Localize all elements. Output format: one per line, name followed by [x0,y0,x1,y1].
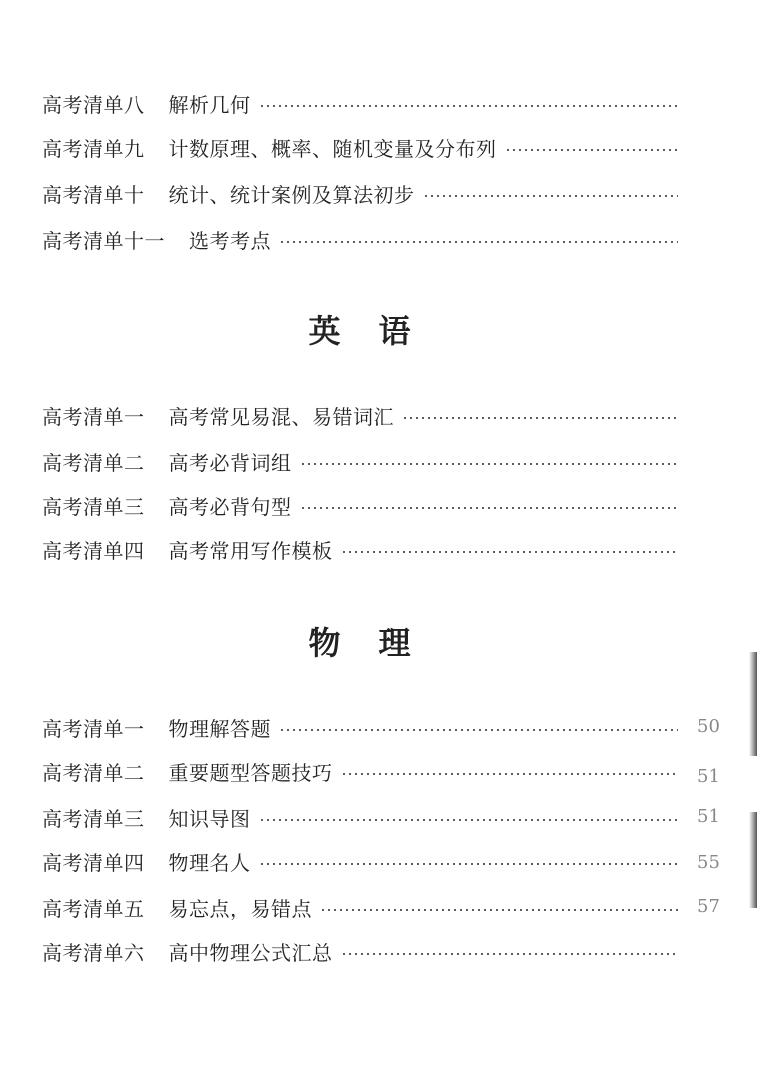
leader-dots [300,463,679,465]
toc-entry-label: 高考清单八 [42,92,145,117]
toc-entry-title: 统计、统计案例及算法初步 [168,182,415,207]
toc-entry-title: 计数原理、概率、随机变量及分布列 [168,136,497,161]
toc-entry-title: 高考必背句型 [168,494,292,519]
toc-entry-label: 高考清单十 [42,182,145,207]
toc-entry-label: 高考清单二 [42,760,145,785]
toc-entry[interactable] [42,802,682,832]
toc-entry[interactable] [42,224,682,254]
page-number: 50 [697,716,720,737]
toc-entry-label: 高考清单十一 [42,228,165,253]
toc-entry-label: 高考清单四 [42,850,145,875]
toc-entry-title: 高中物理公式汇总 [168,940,333,965]
toc-entry-label: 高考清单五 [42,896,145,921]
toc-entry[interactable] [42,490,682,520]
toc-entry[interactable] [42,846,682,876]
toc-entry[interactable] [42,400,682,430]
toc-entry-label: 高考清单三 [42,494,145,519]
leader-dots [505,149,679,151]
page-number: 55 [697,852,720,873]
toc-entry-label: 高考清单一 [42,404,145,429]
toc-entry[interactable] [42,88,682,118]
leader-dots [300,507,679,509]
leader-dots [341,773,679,775]
toc-entry-title: 选考考点 [189,228,271,253]
page-number: 57 [697,896,720,917]
leader-dots [402,417,678,419]
toc-entry-title: 解析几何 [168,92,251,117]
toc-entry-title: 高考常见易混、易错词汇 [168,404,394,429]
toc-entry-title: 知识导图 [168,806,251,831]
leader-dots [423,195,679,197]
leader-dots [259,863,679,865]
leader-dots [341,953,679,955]
toc-entry[interactable] [42,446,682,476]
leader-dots [320,909,678,911]
toc-entry[interactable] [42,534,682,564]
toc-entry-title: 易忘点，易错点 [168,896,312,921]
toc-entry[interactable] [42,892,682,922]
toc-entry-label: 高考清单二 [42,450,145,475]
leader-dots [259,105,679,107]
scan-edge-shadow [749,812,757,908]
section-heading-english: 英语 [308,312,449,350]
leader-dots [259,819,679,821]
toc-entry[interactable] [42,936,682,966]
toc-entry-title: 高考必背词组 [168,450,292,475]
toc-entry[interactable] [42,178,682,208]
leader-dots [341,551,679,553]
leader-dots [279,241,678,243]
toc-entry-title: 物理名人 [168,850,251,875]
section-heading-physics: 物理 [308,624,449,662]
leader-dots [279,729,678,731]
page-number: 51 [697,766,720,787]
toc-entry-label: 高考清单六 [42,940,145,965]
toc-entry-label: 高考清单一 [42,716,145,741]
toc-entry-title: 高考常用写作模板 [168,538,333,563]
toc-entry-title: 重要题型答题技巧 [168,760,333,785]
toc-entry[interactable] [42,756,682,786]
toc-entry-title: 物理解答题 [168,716,271,741]
toc-entry-label: 高考清单四 [42,538,145,563]
toc-entry-label: 高考清单三 [42,806,145,831]
page-number: 51 [697,806,720,827]
scan-edge-shadow [749,652,757,756]
toc-entry-label: 高考清单九 [42,136,145,161]
toc-entry[interactable] [42,712,682,742]
toc-entry[interactable] [42,132,682,162]
